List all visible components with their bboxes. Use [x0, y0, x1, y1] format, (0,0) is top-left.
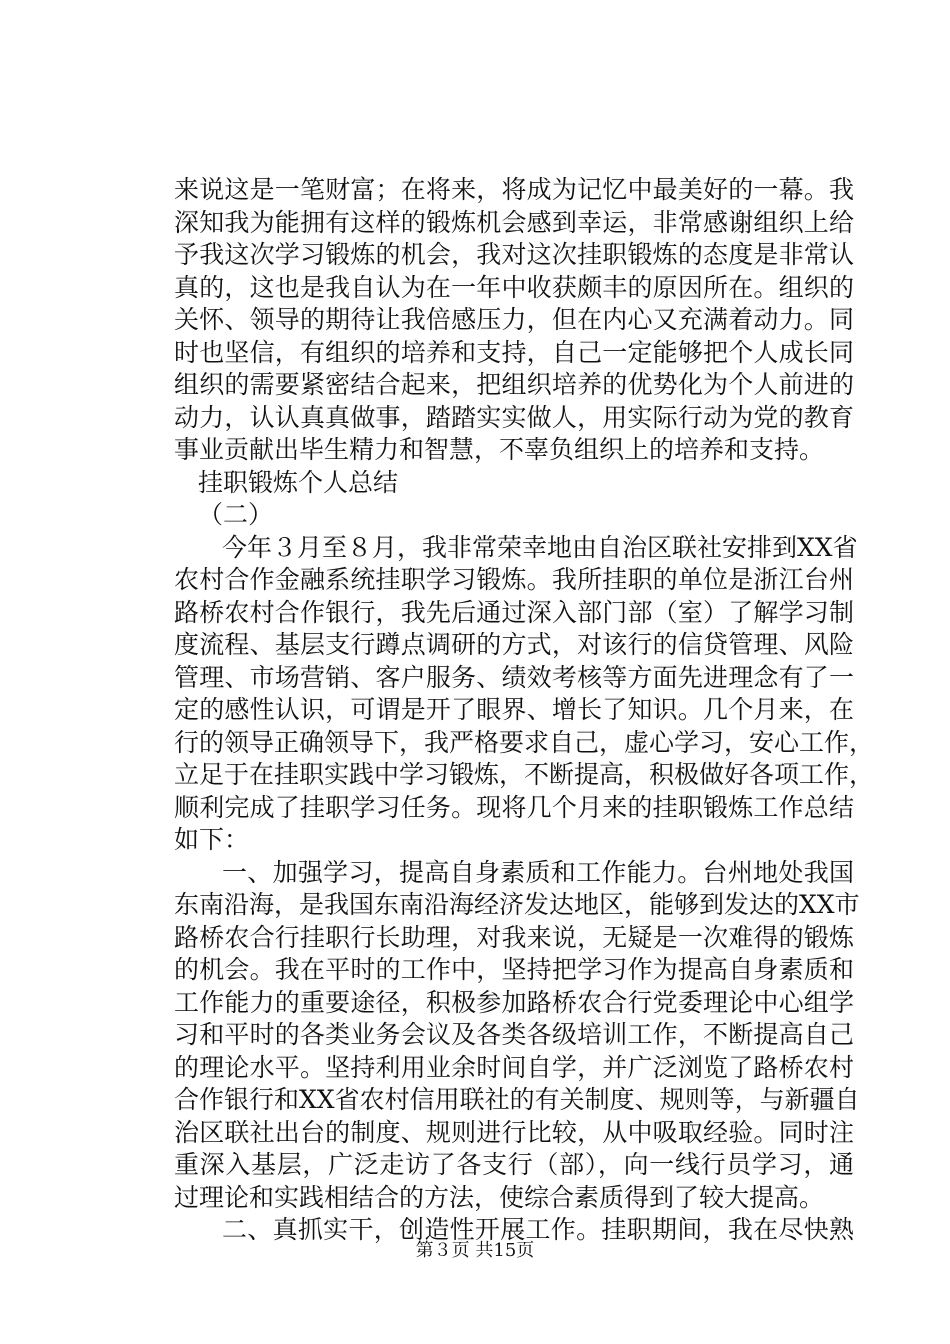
text-line: 动力，认认真真做事，踏踏实实做人，用实际行动为党的教育 [174, 402, 854, 432]
text-line: 定的感性认识，可谓是开了眼界、增长了知识。几个月来，在 [174, 695, 854, 724]
text-line: 重深入基层，广泛走访了各支行（部），向一线行员学习，通 [174, 1150, 854, 1179]
text-line: 时也坚信，有组织的培养和支持，自己一定能够把个人成长同 [174, 337, 854, 367]
text-line: 路桥农村合作银行，我先后通过深入部门部（室）了解学习制 [174, 597, 854, 627]
text-line: 二、真抓实干，创造性开展工作。挂职期间，我在尽快熟 [222, 1215, 854, 1244]
text-line: 治区联社出台的制度、规则进行比较，从中吸取经验。同时注 [174, 1117, 854, 1147]
text-line: 的机会。我在平时的工作中，坚持把学习作为提高自身素质和 [174, 955, 854, 984]
text-line: 路桥农合行挂职行长助理，对我来说，无疑是一次难得的锻炼 [174, 922, 854, 952]
text-line: 过理论和实践相结合的方法，使综合素质得到了较大提高。 [174, 1182, 825, 1212]
text-line: 组织的需要紧密结合起来，把组织培养的优势化为个人前进的 [174, 370, 854, 399]
text-line: 工作能力的重要途径，积极参加路桥农合行党委理论中心组学 [174, 987, 854, 1017]
text-line: 的理论水平。坚持利用业余时间自学，并广泛浏览了路桥农村 [174, 1052, 854, 1082]
text-line: 顺利完成了挂职学习任务。现将几个月来的挂职锻炼工作总结 [174, 792, 854, 822]
text-line: （二） [198, 500, 274, 529]
text-line: 合作银行和XX省农村信用联社的有关制度、规则等，与新疆自 [174, 1085, 860, 1114]
text-line: 深知我为能拥有这样的锻炼机会感到幸运，非常感谢组织上给 [174, 207, 854, 237]
page-footer: 第３页 共15页 [415, 1240, 535, 1261]
text-line: 今年３月至８月，我非常荣幸地由自治区联社安排到XX省 [222, 532, 858, 562]
text-line: 农村合作金融系统挂职学习锻炼。我所挂职的单位是浙江台州 [174, 565, 854, 594]
text-line: 来说这是一笔财富；在将来，将成为记忆中最美好的一幕。我 [174, 175, 854, 204]
text-line: 行的领导正确领导下，我严格要求自己，虚心学习，安心工作， [174, 727, 875, 757]
text-line: 立足于在挂职实践中学习锻炼，不断提高，积极做好各项工作， [174, 760, 875, 789]
text-line: 关怀、领导的期待让我倍感压力，但在内心又充满着动力。同 [174, 305, 854, 334]
text-line: 予我这次学习锻炼的机会，我对这次挂职锻炼的态度是非常认 [174, 240, 854, 269]
text-line: 度流程、基层支行蹲点调研的方式，对该行的信贷管理、风险 [174, 630, 854, 659]
text-line: 事业贡献出毕生精力和智慧，不辜负组织上的培养和支持。 [174, 435, 825, 464]
text-line: 挂职锻炼个人总结 [198, 467, 399, 497]
text-line: 真的，这也是我自认为在一年中收获颇丰的原因所在。组织的 [174, 272, 854, 302]
text-line: 如下： [174, 825, 250, 854]
text-line: 东南沿海，是我国东南沿海经济发达地区，能够到发达的XX市 [174, 890, 860, 919]
body-text [174, 174, 875, 1247]
text-line: 一、加强学习，提高自身素质和工作能力。台州地处我国 [222, 857, 854, 887]
text-line: 习和平时的各类业务会议及各类各级培训工作，不断提高自己 [174, 1020, 854, 1049]
text-line: 管理、市场营销、客户服务、绩效考核等方面先进理念有了一 [174, 662, 854, 692]
